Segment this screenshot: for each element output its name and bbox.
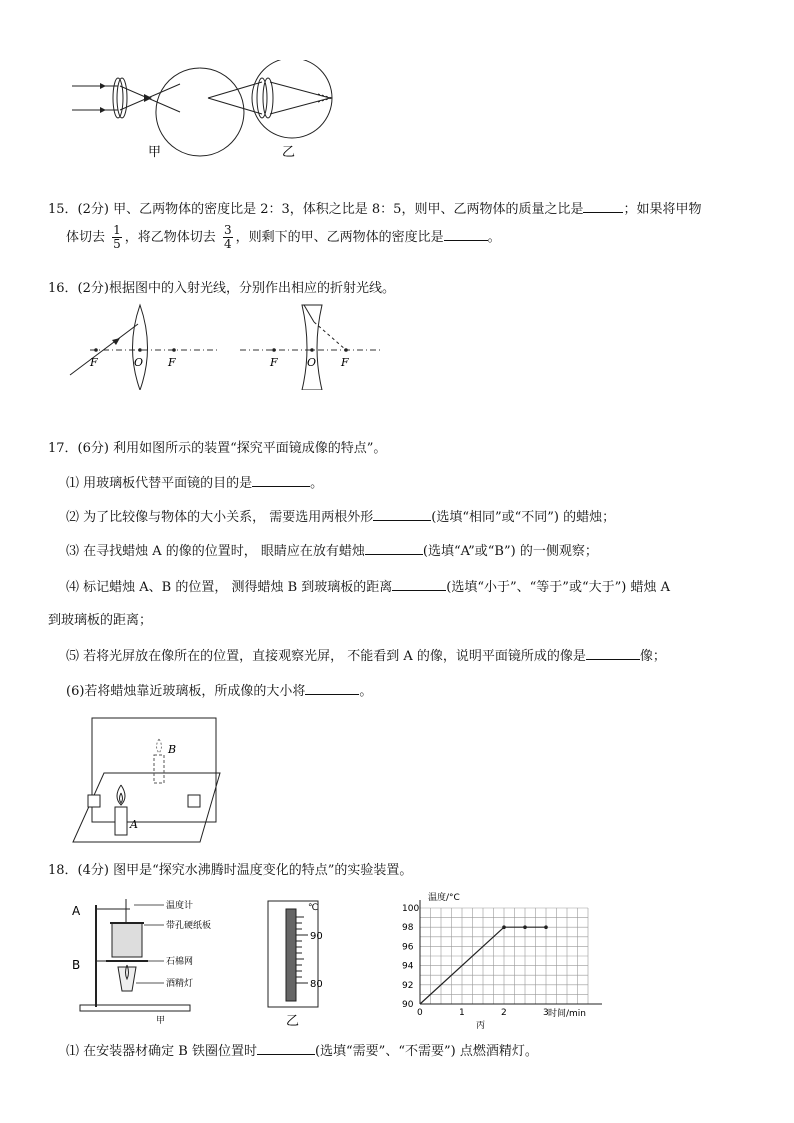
x-tick-label: 3 bbox=[543, 1008, 549, 1018]
x-tick-label: 2 bbox=[501, 1008, 507, 1018]
data-point bbox=[544, 925, 548, 929]
candle-a bbox=[115, 785, 138, 835]
therm-90: 90 bbox=[310, 931, 323, 942]
q17-title: 17．(6分) 利用如图所示的装置“探究平面镜成像的特点”。 bbox=[48, 441, 387, 456]
thermometer-figure bbox=[262, 895, 342, 1030]
data-point bbox=[523, 925, 527, 929]
therm-unit: ℃ bbox=[308, 903, 319, 913]
q15-line2: 体切去 $\frac{1}{5}$ ，将乙物体切去 $\frac{3}{4}$ ，则剩下的甲、乙两物体的密度比是 。 bbox=[66, 223, 501, 251]
concave-lens-diagram bbox=[240, 305, 380, 390]
chart-xlabel: 时间/min bbox=[548, 1009, 587, 1019]
q18-title: 18．(4分) 图甲是“探究水沸腾时温度变化的特点”的实验装置。 bbox=[48, 863, 413, 878]
chart-ylabel: 温度/°C bbox=[428, 893, 460, 903]
q17-p1: ⑴ 用玻璃板代替平面镜的目的是 。 bbox=[66, 476, 324, 491]
y-tick-label: 92 bbox=[402, 980, 414, 991]
therm-80: 80 bbox=[310, 979, 323, 990]
caption-yi: 乙 bbox=[286, 1014, 300, 1029]
eye-jia bbox=[72, 68, 244, 156]
y-tick-label: 100 bbox=[402, 904, 420, 914]
data-point bbox=[502, 925, 506, 929]
label-o-left: O bbox=[134, 356, 144, 369]
q15-text-e: ，则剩下的甲、乙两物体的密度比是 bbox=[235, 230, 444, 245]
convex-lens-diagram bbox=[70, 305, 220, 390]
q15-text-c: 体切去 bbox=[66, 230, 106, 245]
label-asbestos-net: 石棉网 bbox=[166, 957, 194, 967]
label-thermometer: 温度计 bbox=[166, 901, 194, 911]
y-tick-label: 96 bbox=[402, 942, 414, 953]
q17-p2: ⑵ 为了比较像与物体的大小关系， 需要选用两根外形 (选填“相同”或“不同”) 的蜡烛； bbox=[66, 510, 616, 525]
lens-diagrams-figure bbox=[60, 300, 390, 390]
y-tick-label: 94 bbox=[402, 961, 414, 972]
chart-axes bbox=[420, 900, 602, 1004]
q17-p4: ⑷ 标记蜡烛 A、B 的位置， 测得蜡烛 B 到玻璃板的距离 (选填“小于”、“等于”或“大于”) 蜡烛 A bbox=[66, 580, 670, 595]
label-candle-a: A bbox=[130, 818, 138, 831]
eye-diagrams-figure bbox=[60, 60, 360, 170]
q17-blank-2[interactable] bbox=[373, 508, 431, 521]
q16-title: 16．(2分)根据图中的入射光线，分别作出相应的折射光线。 bbox=[48, 281, 395, 296]
y-tick-label: 90 bbox=[402, 1000, 414, 1010]
q17-blank-5[interactable] bbox=[586, 647, 640, 660]
q15-blank-2[interactable] bbox=[444, 228, 488, 241]
plane-mirror-figure bbox=[70, 715, 230, 847]
q17-blank-3[interactable] bbox=[365, 542, 423, 555]
label-f-right-2: F bbox=[341, 356, 349, 369]
q17-p6: (6)若将蜡烛靠近玻璃板，所成像的大小将 。 bbox=[66, 684, 373, 699]
q17-p3: ⑶ 在寻找蜡烛 A 的像的位置时， 眼睛应在放有蜡烛 (选填“A”或“B”) 的一侧观察； bbox=[66, 544, 598, 559]
label-jia: 甲 bbox=[148, 145, 162, 160]
q18-p1: ⑴ 在安装器材确定 B 铁圈位置时 (选填“需要”、“不需要”) 点燃酒精灯。 bbox=[66, 1044, 538, 1059]
q17-p4-cont: 到玻璃板的距离； bbox=[48, 613, 153, 628]
fraction-1-5: $\frac{1}{5}$ bbox=[113, 223, 121, 251]
q15-line1 bbox=[48, 200, 701, 219]
label-cardboard: 带孔硬纸板 bbox=[166, 921, 212, 931]
q17-blank-1[interactable] bbox=[252, 474, 310, 487]
fraction-3-4: $\frac{3}{4}$ bbox=[223, 223, 232, 251]
q15-text-a: 15．(2分) 甲、乙两物体的密度比是 2：3，体积之比是 8：5，则甲、乙两物体的质量之比是 bbox=[48, 202, 584, 217]
caption-jia: 甲 bbox=[156, 1016, 166, 1025]
label-f-left-2: F bbox=[270, 356, 278, 369]
q15-text-d: ，将乙物体切去 bbox=[124, 230, 216, 245]
q18-blank-1[interactable] bbox=[257, 1042, 315, 1055]
label-alcohol-lamp: 酒精灯 bbox=[166, 979, 194, 989]
candle-b bbox=[154, 739, 176, 783]
x-tick-label: 1 bbox=[459, 1008, 465, 1018]
chart-grid bbox=[420, 908, 588, 1004]
label-candle-b: B bbox=[168, 743, 177, 756]
label-yi: 乙 bbox=[282, 145, 296, 160]
temperature-time-chart bbox=[392, 890, 612, 1030]
x-tick-label: 0 bbox=[417, 1008, 423, 1018]
q17-p5: ⑸ 若将光屏放在像所在的位置，直接观察光屏， 不能看到 A 的像，说明平面镜所成的像是 像； bbox=[66, 649, 666, 664]
q15-text-b: ；如果将甲物 bbox=[623, 202, 702, 217]
label-f-left: F bbox=[90, 356, 98, 369]
chart-series bbox=[420, 925, 548, 1004]
q15-blank-1[interactable] bbox=[583, 200, 623, 213]
q17-blank-4[interactable] bbox=[392, 578, 446, 591]
boiling-apparatus-figure bbox=[64, 895, 254, 1025]
caption-bing: 丙 bbox=[476, 1021, 486, 1030]
q17-blank-6[interactable] bbox=[305, 682, 359, 695]
label-f-right: F bbox=[168, 356, 176, 369]
label-ring-a: A bbox=[72, 904, 81, 918]
label-o-right: O bbox=[307, 356, 317, 369]
label-ring-b: B bbox=[72, 958, 81, 972]
y-tick-label: 98 bbox=[402, 923, 414, 934]
eye-yi bbox=[208, 60, 332, 138]
